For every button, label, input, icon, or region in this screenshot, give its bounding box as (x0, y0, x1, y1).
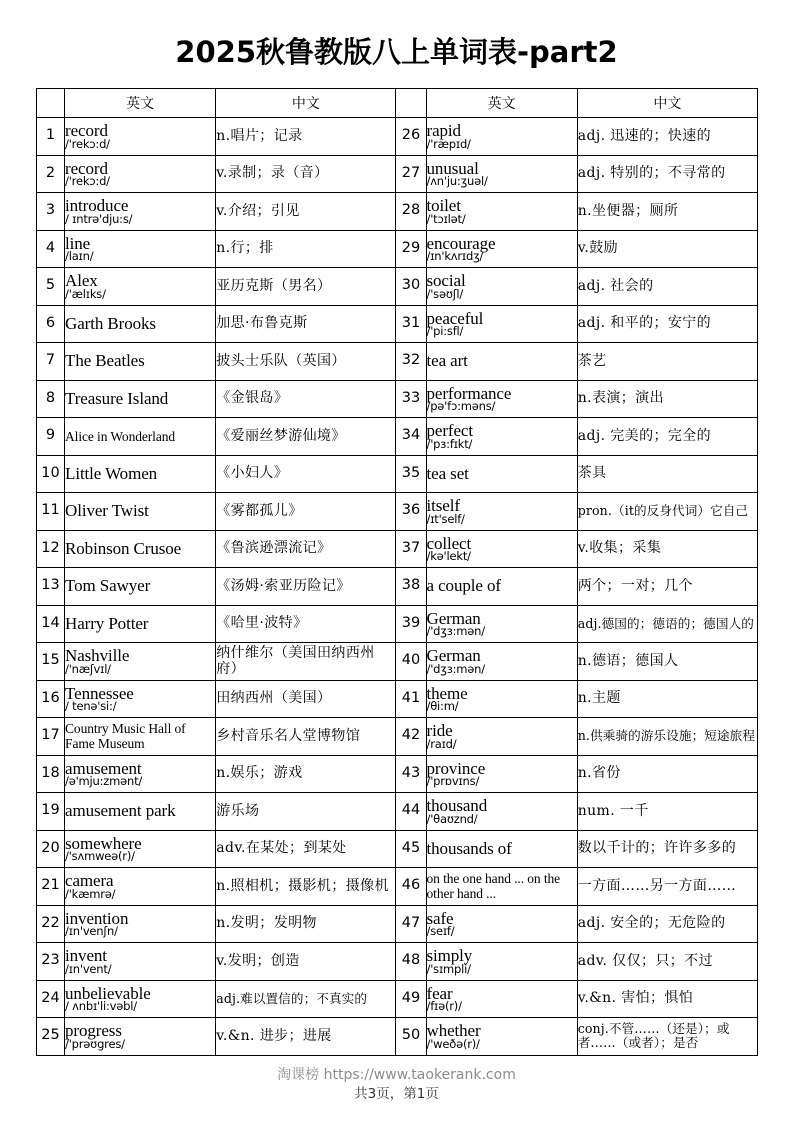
english-cell (65, 943, 216, 981)
chinese-cell: 亚历克斯（男名） (216, 268, 396, 306)
chinese-cell: n.行；排 (216, 230, 396, 268)
row-number: 49 (396, 980, 426, 1018)
english-cell (426, 230, 577, 268)
phonetic-transcription: /ə'mju:zmənt/ (65, 774, 143, 789)
phonetic-transcription: /kə'lekt/ (426, 549, 471, 564)
english-cell (65, 718, 216, 756)
row-number: 36 (396, 493, 426, 531)
english-word: on the one hand ... on the other hand ... (426, 871, 561, 902)
phonetic-transcription: /ɪt'self/ (426, 511, 465, 526)
english-word: tea set (426, 463, 469, 483)
english-word: unbelievable (65, 983, 151, 1003)
english-cell (65, 868, 216, 906)
english-cell (65, 230, 216, 268)
english-word: progress (65, 1021, 122, 1041)
row-number: 42 (396, 718, 426, 756)
english-word: encourage (426, 233, 496, 253)
page-indicator: 共3页，第1页 (354, 1085, 439, 1102)
english-word: a couple of (426, 576, 501, 596)
chinese-cell: num. 一千 (577, 793, 757, 831)
english-word: Robinson Crusoe (65, 538, 182, 558)
english-cell (426, 1018, 577, 1056)
english-cell (65, 118, 216, 156)
row-number: 6 (37, 305, 65, 343)
table-row (37, 268, 758, 306)
chinese-cell: 《小妇人》 (216, 455, 396, 493)
english-word: toilet (426, 196, 461, 216)
chinese-cell: 田纳西州（美国） (216, 680, 396, 718)
table-row (37, 455, 758, 493)
table-row (37, 530, 758, 568)
english-cell (426, 905, 577, 943)
phonetic-transcription: /'pi:sfl/ (426, 324, 464, 339)
english-cell (65, 268, 216, 306)
table-row (37, 755, 758, 793)
english-word: Tennessee (65, 683, 134, 703)
phonetic-transcription: /'sʌmweə(r)/ (65, 849, 135, 864)
english-word: Alex (65, 271, 98, 291)
english-cell (426, 493, 577, 531)
chinese-cell: v.介绍；引见 (216, 193, 396, 231)
english-word: whether (426, 1021, 481, 1041)
english-word: theme (426, 683, 468, 703)
phonetic-transcription: /'weðə(r)/ (426, 1036, 480, 1051)
english-cell (65, 305, 216, 343)
header-num-left (37, 89, 65, 118)
english-word: performance (426, 383, 512, 403)
english-word: invention (65, 908, 129, 928)
english-cell (65, 605, 216, 643)
chinese-cell: adv. 仅仅；只；不过 (577, 943, 757, 981)
row-number: 30 (396, 268, 426, 306)
row-number: 35 (396, 455, 426, 493)
vocabulary-table-container (36, 88, 758, 1056)
english-cell (426, 530, 577, 568)
chinese-cell: 《鲁滨逊漂流记》 (216, 530, 396, 568)
english-word: province (426, 758, 486, 778)
row-number: 34 (396, 418, 426, 456)
table-row (37, 605, 758, 643)
table-row (37, 380, 758, 418)
row-number: 45 (396, 830, 426, 868)
chinese-cell: v.录制；录（音） (216, 155, 396, 193)
english-word: social (426, 271, 466, 291)
english-word: record (65, 158, 108, 178)
chinese-cell: 《雾都孤儿》 (216, 493, 396, 531)
table-row (37, 418, 758, 456)
english-word: thousand (426, 796, 488, 816)
row-number: 20 (37, 830, 65, 868)
english-word: Little Women (65, 463, 158, 483)
table-row (37, 718, 758, 756)
row-number: 22 (37, 905, 65, 943)
english-word: rapid (426, 121, 461, 141)
chinese-cell: v.鼓励 (577, 230, 757, 268)
english-cell (65, 1018, 216, 1056)
phonetic-transcription: /ɪn'kʌrɪdʒ/ (426, 249, 484, 264)
row-number: 46 (396, 868, 426, 906)
phonetic-transcription: /'θaʊznd/ (426, 811, 478, 826)
table-row (37, 943, 758, 981)
english-cell (426, 868, 577, 906)
phonetic-transcription: /θi:m/ (426, 699, 459, 714)
english-cell (426, 380, 577, 418)
row-number: 27 (396, 155, 426, 193)
english-cell (65, 155, 216, 193)
chinese-cell: adj. 社会的 (577, 268, 757, 306)
row-number: 7 (37, 343, 65, 381)
phonetic-transcription: /'rekɔ:d/ (65, 174, 110, 189)
english-cell (426, 830, 577, 868)
header-chinese-right: 中文 (577, 89, 757, 118)
row-number: 29 (396, 230, 426, 268)
english-cell (426, 305, 577, 343)
header-english-left: 英文 (65, 89, 216, 118)
english-word: German (426, 608, 481, 628)
english-word: tea art (426, 351, 468, 371)
english-cell (65, 905, 216, 943)
phonetic-transcription: /'sɪmpli/ (426, 961, 471, 976)
chinese-cell: n.表演；演出 (577, 380, 757, 418)
row-number: 18 (37, 755, 65, 793)
english-cell (65, 830, 216, 868)
row-number: 32 (396, 343, 426, 381)
chinese-cell: conj.不管……（还是）；或者……（或者）；是否 (577, 1018, 757, 1056)
english-word: Nashville (65, 646, 130, 666)
english-word: camera (65, 871, 114, 891)
row-number: 19 (37, 793, 65, 831)
row-number: 40 (396, 643, 426, 681)
english-word: collect (426, 533, 472, 553)
english-cell (65, 980, 216, 1018)
row-number: 26 (396, 118, 426, 156)
table-row (37, 793, 758, 831)
chinese-cell: pron.（it的反身代词）它自己 (577, 493, 757, 531)
table-row (37, 680, 758, 718)
english-word: record (65, 121, 108, 141)
chinese-cell: 乡村音乐名人堂博物馆 (216, 718, 396, 756)
english-cell (426, 980, 577, 1018)
english-word: German (426, 646, 481, 666)
chinese-cell: adv.在某处；到某处 (216, 830, 396, 868)
chinese-cell: adj.德国的；德语的；德国人的 (577, 605, 757, 643)
header-chinese-left: 中文 (216, 89, 396, 118)
table-row (37, 643, 758, 681)
english-word: The Beatles (65, 351, 145, 371)
english-word: perfect (426, 421, 473, 441)
chinese-cell: 《汤姆·索亚历险记》 (216, 568, 396, 606)
table-row (37, 230, 758, 268)
table-body (37, 118, 758, 1056)
table-row (37, 980, 758, 1018)
english-word: introduce (65, 196, 129, 216)
chinese-cell: 两个；一对；几个 (577, 568, 757, 606)
english-word: Oliver Twist (65, 501, 149, 521)
row-number: 5 (37, 268, 65, 306)
chinese-cell: 加思·布鲁克斯 (216, 305, 396, 343)
table-row (37, 830, 758, 868)
chinese-cell: n.照相机；摄影机；摄像机 (216, 868, 396, 906)
row-number: 12 (37, 530, 65, 568)
english-word: Tom Sawyer (65, 576, 151, 596)
english-word: line (65, 233, 91, 253)
chinese-cell: n.唱片；记录 (216, 118, 396, 156)
phonetic-transcription: / tenə'si:/ (65, 699, 117, 714)
chinese-cell: adj. 特别的；不寻常的 (577, 155, 757, 193)
phonetic-transcription: /laɪn/ (65, 249, 94, 264)
row-number: 3 (37, 193, 65, 231)
row-number: 39 (396, 605, 426, 643)
phonetic-transcription: /'kæmrə/ (65, 886, 116, 901)
row-number: 2 (37, 155, 65, 193)
row-number: 16 (37, 680, 65, 718)
row-number: 17 (37, 718, 65, 756)
phonetic-transcription: /'səʊʃl/ (426, 286, 464, 301)
chinese-cell: adj. 和平的；安宁的 (577, 305, 757, 343)
row-number: 21 (37, 868, 65, 906)
table-row (37, 118, 758, 156)
english-cell (426, 718, 577, 756)
row-number: 44 (396, 793, 426, 831)
row-number: 14 (37, 605, 65, 643)
english-cell (426, 943, 577, 981)
phonetic-transcription: /'rekɔ:d/ (65, 136, 110, 151)
chinese-cell: adj. 迅速的；快速的 (577, 118, 757, 156)
chinese-cell: adj.难以置信的；不真实的 (216, 980, 396, 1018)
chinese-cell: n.发明；发明物 (216, 905, 396, 943)
chinese-cell: 一方面……另一方面…… (577, 868, 757, 906)
english-word: safe (426, 908, 454, 928)
row-number: 13 (37, 568, 65, 606)
english-word: simply (426, 946, 473, 966)
row-number: 38 (396, 568, 426, 606)
row-number: 8 (37, 380, 65, 418)
table-row (37, 305, 758, 343)
phonetic-transcription: /'tɔɪlət/ (426, 211, 466, 226)
header-num-right (396, 89, 426, 118)
phonetic-transcription: /ɪn'vent/ (65, 961, 112, 976)
chinese-cell: 数以千计的；许许多多的 (577, 830, 757, 868)
chinese-cell: 纳什维尔（美国田纳西州府） (216, 643, 396, 681)
row-number: 37 (396, 530, 426, 568)
vocabulary-table (36, 88, 758, 1056)
english-cell (426, 643, 577, 681)
english-word: fear (426, 983, 453, 1003)
english-word: peaceful (426, 308, 484, 328)
english-word: ride (426, 721, 453, 741)
english-word: invent (65, 946, 107, 966)
chinese-cell: v.&n. 害怕；惧怕 (577, 980, 757, 1018)
english-cell (426, 155, 577, 193)
phonetic-transcription: /pə'fɔ:məns/ (426, 399, 496, 414)
row-number: 11 (37, 493, 65, 531)
phonetic-transcription: /ʌn'ju:ʒuəl/ (426, 174, 488, 189)
table-header (37, 89, 758, 118)
table-row (37, 193, 758, 231)
phonetic-transcription: /'dʒɜ:mən/ (426, 661, 485, 676)
chinese-cell: 茶艺 (577, 343, 757, 381)
english-cell (426, 343, 577, 381)
table-row (37, 568, 758, 606)
chinese-cell: n.供乘骑的游乐设施；短途旅程 (577, 718, 757, 756)
chinese-cell: n.主题 (577, 680, 757, 718)
english-cell (65, 418, 216, 456)
table-row (37, 868, 758, 906)
chinese-cell: n.德语；德国人 (577, 643, 757, 681)
chinese-cell: n.娱乐；游戏 (216, 755, 396, 793)
english-word: somewhere (65, 833, 142, 853)
table-row (37, 905, 758, 943)
phonetic-transcription: /'dʒɜ:mən/ (426, 624, 485, 639)
phonetic-transcription: /'ælɪks/ (65, 286, 106, 301)
english-word: Country Music Hall of Fame Museum (65, 721, 186, 752)
english-cell (426, 455, 577, 493)
row-number: 47 (396, 905, 426, 943)
row-number: 33 (396, 380, 426, 418)
row-number: 1 (37, 118, 65, 156)
row-number: 23 (37, 943, 65, 981)
header-english-right: 英文 (426, 89, 577, 118)
table-row (37, 155, 758, 193)
english-word: itself (426, 496, 460, 516)
english-cell (65, 343, 216, 381)
chinese-cell: v.发明；创造 (216, 943, 396, 981)
row-number: 24 (37, 980, 65, 1018)
chinese-cell: v.&n. 进步；进展 (216, 1018, 396, 1056)
english-cell (65, 193, 216, 231)
chinese-cell: 《哈里·波特》 (216, 605, 396, 643)
english-cell (65, 380, 216, 418)
chinese-cell: 游乐场 (216, 793, 396, 831)
english-word: amusement (65, 758, 142, 778)
english-cell (426, 605, 577, 643)
phonetic-transcription: /ɪn'venʃn/ (65, 924, 118, 939)
table-row (37, 1018, 758, 1056)
english-word: thousands of (426, 838, 512, 858)
english-cell (426, 268, 577, 306)
phonetic-transcription: / ʌnbɪ'li:vəbl/ (65, 999, 137, 1014)
english-cell (426, 680, 577, 718)
row-number: 48 (396, 943, 426, 981)
row-number: 25 (37, 1018, 65, 1056)
english-word: unusual (426, 158, 479, 178)
page-footer (0, 1066, 793, 1103)
english-word: amusement park (65, 801, 176, 821)
english-cell (65, 493, 216, 531)
phonetic-transcription: /'prəʊgres/ (65, 1036, 125, 1051)
english-cell (65, 568, 216, 606)
phonetic-transcription: /'prɒvɪns/ (426, 774, 480, 789)
header-row (37, 89, 758, 118)
english-word: Garth Brooks (65, 313, 156, 333)
english-cell (65, 680, 216, 718)
chinese-cell: 《金银岛》 (216, 380, 396, 418)
chinese-cell: adj. 完美的；完全的 (577, 418, 757, 456)
row-number: 9 (37, 418, 65, 456)
chinese-cell: n.坐便器；厕所 (577, 193, 757, 231)
english-word: Treasure Island (65, 388, 169, 408)
phonetic-transcription: /raɪd/ (426, 736, 457, 751)
phonetic-transcription: /seɪf/ (426, 924, 455, 939)
row-number: 10 (37, 455, 65, 493)
row-number: 41 (396, 680, 426, 718)
watermark-text: 淘课榜 https://www.taokerank.com (277, 1067, 516, 1083)
row-number: 50 (396, 1018, 426, 1056)
english-cell (426, 418, 577, 456)
phonetic-transcription: /'næʃvɪl/ (65, 661, 111, 676)
phonetic-transcription: /'ræpɪd/ (426, 136, 471, 151)
english-cell (65, 643, 216, 681)
chinese-cell: n.省份 (577, 755, 757, 793)
phonetic-transcription: /'pɜ:fɪkt/ (426, 436, 473, 451)
english-cell (65, 755, 216, 793)
row-number: 4 (37, 230, 65, 268)
row-number: 31 (396, 305, 426, 343)
english-cell (426, 568, 577, 606)
english-cell (65, 455, 216, 493)
english-cell (65, 793, 216, 831)
english-word: Alice in Wonderland (65, 428, 176, 444)
english-word: Harry Potter (65, 613, 149, 633)
table-row (37, 493, 758, 531)
chinese-cell: 《爱丽丝梦游仙境》 (216, 418, 396, 456)
english-cell (426, 193, 577, 231)
chinese-cell: adj. 安全的；无危险的 (577, 905, 757, 943)
chinese-cell: 披头士乐队（英国） (216, 343, 396, 381)
table-row (37, 343, 758, 381)
chinese-cell: v.收集；采集 (577, 530, 757, 568)
chinese-cell: 茶具 (577, 455, 757, 493)
row-number: 15 (37, 643, 65, 681)
english-cell (65, 530, 216, 568)
phonetic-transcription: / ɪntrə'dju:s/ (65, 211, 133, 226)
english-cell (426, 755, 577, 793)
page-title: 2025秋鲁教版八上单词表-part2 (175, 35, 618, 69)
row-number: 28 (396, 193, 426, 231)
row-number: 43 (396, 755, 426, 793)
english-cell (426, 118, 577, 156)
phonetic-transcription: /fɪə(r)/ (426, 999, 462, 1014)
english-cell (426, 793, 577, 831)
